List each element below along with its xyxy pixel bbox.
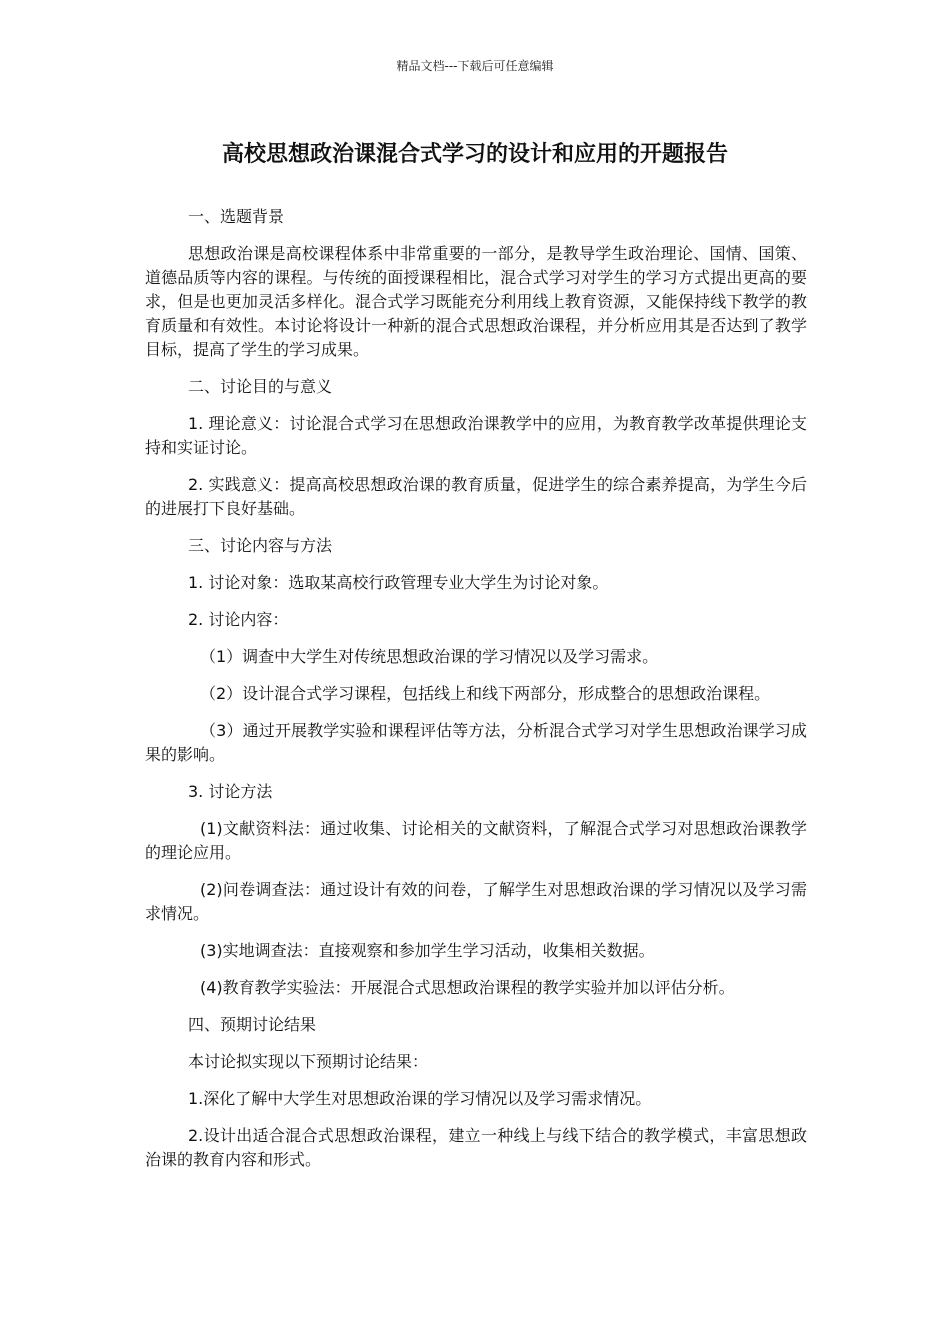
paragraph-practice-significance: 2. 实践意义：提高高校思想政治课的教育质量，促进学生的综合素养提高，为学生今后的进展打下良好基础。 (145, 475, 807, 518)
paragraph-content-item-1: （1）调查中大学生对传统思想政治课的学习情况以及学习需求。 (200, 647, 659, 666)
paragraph-method-item-4: (4)教育教学实验法：开展混合式思想政治课程的教学实验并加以评估分析。 (200, 978, 735, 997)
section-heading-content-method: 三、讨论内容与方法 (188, 536, 333, 555)
paragraph-method-item-3: (3)实地调查法：直接观察和参加学生学习活动，收集相关数据。 (200, 941, 655, 960)
paragraph-result-item-1: 1.深化了解中大学生对思想政治课的学习情况以及学习需求情况。 (188, 1089, 652, 1108)
section-heading-purpose: 二、讨论目的与意义 (188, 377, 333, 396)
paragraph-content-item-2: （2）设计混合式学习课程，包括线上和线下两部分，形成整合的思想政治课程。 (200, 684, 771, 703)
paragraph-content-item-3: （3）通过开展教学实验和课程评估等方法，分析混合式学习对学生思想政治课学习成果的影响。 (145, 721, 807, 764)
paragraph-result-item-2: 2.设计出适合混合式思想政治课程，建立一种线上与线下结合的教学模式，丰富思想政治课的教育内容和形式。 (145, 1126, 807, 1169)
paragraph-research-method: 3. 讨论方法 (188, 782, 273, 801)
paragraph-theory-significance: 1. 理论意义：讨论混合式学习在思想政治课教学中的应用，为教育教学改革提供理论支持和实证讨论。 (145, 414, 807, 457)
document-body (145, 205, 807, 1185)
paragraph-results-intro: 本讨论拟实现以下预期讨论结果： (188, 1052, 429, 1071)
paragraph-method-item-1: (1)文献资料法：通过收集、讨论相关的文献资料，了解混合式学习对思想政治课教学的理论应用。 (145, 819, 807, 862)
paragraph-research-content: 2. 讨论内容： (188, 610, 289, 629)
paragraph-research-object: 1. 讨论对象：选取某高校行政管理专业大学生为讨论对象。 (188, 573, 609, 592)
section-heading-expected-results: 四、预期讨论结果 (188, 1015, 317, 1034)
paragraph-method-item-2: (2)问卷调查法：通过设计有效的问卷，了解学生对思想政治课的学习情况以及学习需求情况。 (145, 880, 807, 923)
page-header-watermark: 精品文档---下载后可任意编辑 (396, 59, 554, 73)
section-heading-background: 一、选题背景 (188, 207, 285, 226)
paragraph-background: 思想政治课是高校课程体系中非常重要的一部分，是教导学生政治理论、国情、国策、道德品质等内容的课程。与传统的面授课程相比，混合式学习对学生的学习方式提出更高的要求，但是也更加灵活多样化。混合式学习既能充分利用线上教育资源，又能保持线下教学的教育质量和有效性。本讨论将设计一种新的混合式思想政治课程，并分析应用其是否达到了教学目标，提高了学生的学习成果。 (145, 244, 807, 359)
document-title: 高校思想政治课混合式学习的设计和应用的开题报告 (221, 142, 728, 167)
